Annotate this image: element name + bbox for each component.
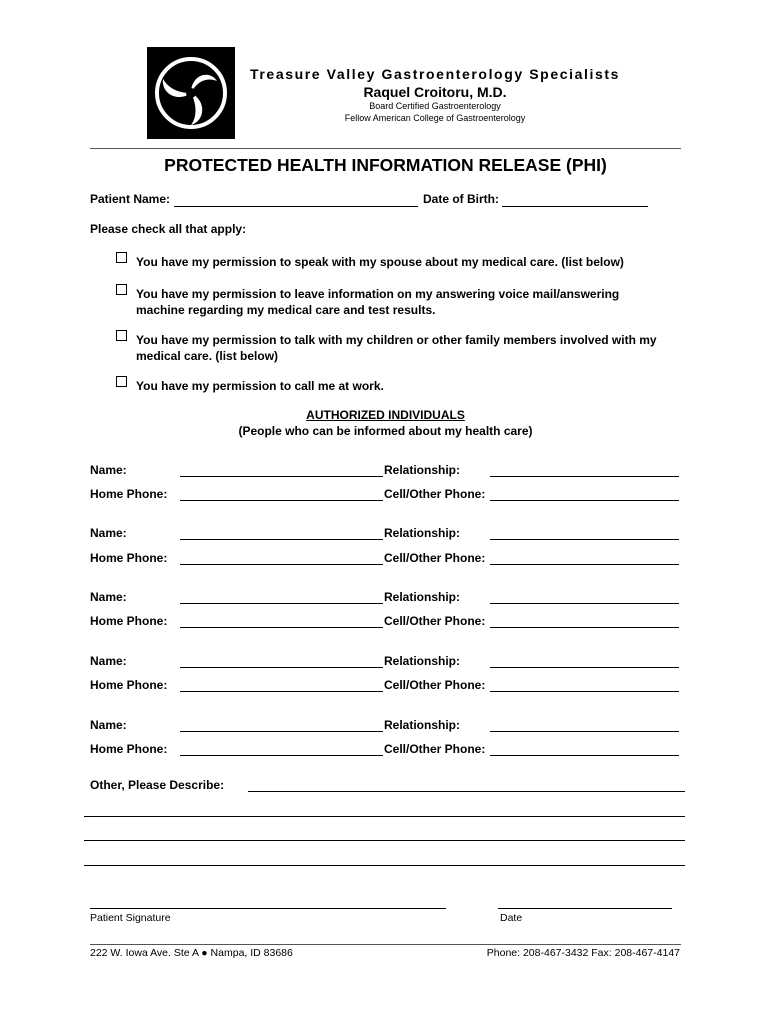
footer-phone: Phone: 208-467-3432 Fax: 208-467-4147 — [486, 947, 680, 959]
home-phone-label-2: Home Phone: — [90, 551, 168, 565]
other-field-line-2[interactable] — [84, 816, 685, 817]
name-field-2[interactable] — [180, 539, 383, 540]
practice-logo — [147, 47, 235, 139]
doctor-name: Raquel Croitoru, M.D. — [363, 84, 507, 100]
cell-phone-field-2[interactable] — [490, 564, 679, 565]
option-work: You have my permission to call me at work. — [136, 379, 384, 393]
relationship-field-4[interactable] — [490, 667, 679, 668]
home-phone-field-1[interactable] — [180, 500, 383, 501]
home-phone-field-2[interactable] — [180, 564, 383, 565]
patient-name-field[interactable] — [174, 206, 418, 207]
date-label: Date — [500, 912, 523, 924]
other-field-line-3[interactable] — [84, 840, 685, 841]
cell-phone-label-2: Cell/Other Phone: — [384, 551, 486, 565]
cell-phone-field-4[interactable] — [490, 691, 679, 692]
signature-line[interactable] — [90, 908, 446, 909]
home-phone-label-3: Home Phone: — [90, 614, 168, 628]
footer-divider — [90, 944, 681, 945]
name-field-4[interactable] — [180, 667, 383, 668]
credential-board: Board Certified Gastroenterology — [369, 101, 501, 111]
other-label: Other, Please Describe: — [90, 778, 225, 792]
authorized-heading — [90, 408, 681, 422]
name-label-1: Name: — [90, 463, 127, 477]
option-spouse: You have my permission to speak with my spouse about my medical care. (list below) — [136, 255, 624, 269]
home-phone-field-4[interactable] — [180, 691, 383, 692]
cell-phone-label-1: Cell/Other Phone: — [384, 487, 486, 501]
home-phone-field-3[interactable] — [180, 627, 383, 628]
cell-phone-label-3: Cell/Other Phone: — [384, 614, 486, 628]
instructions: Please check all that apply: — [90, 222, 247, 236]
patient-name-label: Patient Name: — [90, 192, 171, 206]
name-label-2: Name: — [90, 526, 127, 540]
cell-phone-field-3[interactable] — [490, 627, 679, 628]
practice-name: Treasure Valley Gastroenterology Specialists — [250, 66, 620, 82]
home-phone-field-5[interactable] — [180, 755, 383, 756]
relationship-field-5[interactable] — [490, 731, 679, 732]
work-checkbox[interactable] — [116, 376, 127, 387]
other-field-line-4[interactable] — [84, 865, 685, 866]
date-line[interactable] — [498, 908, 672, 909]
cell-phone-field-5[interactable] — [490, 755, 679, 756]
name-label-4: Name: — [90, 654, 127, 668]
name-label-3: Name: — [90, 590, 127, 604]
relationship-label-1: Relationship: — [384, 463, 461, 477]
option-family: You have my permission to talk with my children or other family members involved with my medical care. (list below) — [136, 333, 657, 363]
cell-phone-label-5: Cell/Other Phone: — [384, 742, 486, 756]
name-field-3[interactable] — [180, 603, 383, 604]
relationship-label-4: Relationship: — [384, 654, 461, 668]
dob-label: Date of Birth: — [423, 192, 499, 206]
voicemail-checkbox[interactable] — [116, 284, 127, 295]
dob-field[interactable] — [502, 206, 648, 207]
cell-phone-field-1[interactable] — [490, 500, 679, 501]
name-field-1[interactable] — [180, 476, 383, 477]
patient-signature-label: Patient Signature — [90, 912, 171, 924]
name-label-5: Name: — [90, 718, 127, 732]
family-checkbox[interactable] — [116, 330, 127, 341]
header-divider — [90, 148, 681, 149]
spouse-checkbox[interactable] — [116, 252, 127, 263]
footer-address: 222 W. Iowa Ave. Ste A ● Nampa, ID 83686 — [90, 947, 293, 959]
other-field-line-1[interactable] — [248, 791, 685, 792]
credential-fellow: Fellow American College of Gastroenterology — [344, 113, 526, 123]
option-voicemail: You have my permission to leave information on my answering voice mail/answering machine regarding my medical care and test results. — [136, 287, 620, 317]
cell-phone-label-4: Cell/Other Phone: — [384, 678, 486, 692]
relationship-field-2[interactable] — [490, 539, 679, 540]
home-phone-label-5: Home Phone: — [90, 742, 168, 756]
relationship-label-5: Relationship: — [384, 718, 461, 732]
relationship-field-1[interactable] — [490, 476, 679, 477]
home-phone-label-1: Home Phone: — [90, 487, 168, 501]
home-phone-label-4: Home Phone: — [90, 678, 168, 692]
authorized-heading-text: AUTHORIZED INDIVIDUALS — [306, 408, 465, 422]
relationship-label-3: Relationship: — [384, 590, 461, 604]
relationship-label-2: Relationship: — [384, 526, 461, 540]
authorized-subheading: (People who can be informed about my health care) — [238, 424, 533, 438]
form-title: PROTECTED HEALTH INFORMATION RELEASE (PHI) — [164, 155, 607, 175]
relationship-field-3[interactable] — [490, 603, 679, 604]
name-field-5[interactable] — [180, 731, 383, 732]
